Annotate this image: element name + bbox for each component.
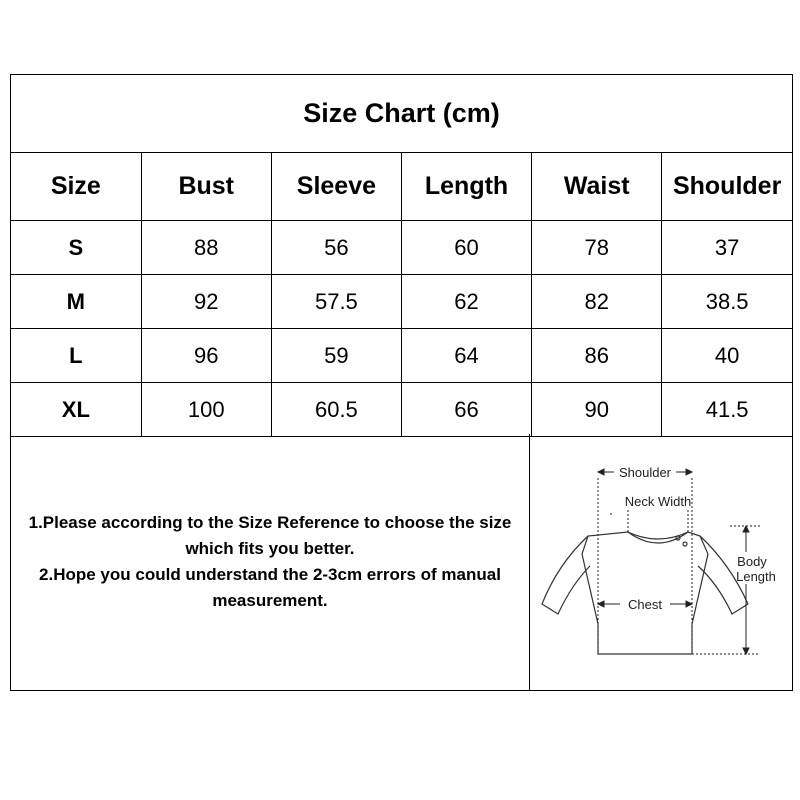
header-length: Length: [401, 152, 531, 221]
waist-cell: 82: [532, 275, 662, 329]
size-chart: [10, 74, 793, 691]
notes-panel: [11, 434, 530, 690]
length-cell: 60: [401, 221, 531, 275]
header-sleeve: Sleeve: [271, 152, 401, 221]
body-label: Body: [737, 554, 767, 569]
header-shoulder: Shoulder: [662, 152, 792, 221]
neck-width-label: Neck Width: [624, 494, 692, 509]
waist-cell: 90: [532, 383, 662, 437]
size-cell: S: [11, 221, 141, 275]
header-waist: Waist: [532, 152, 662, 221]
shoulder-cell: 37: [662, 221, 792, 275]
sleeve-cell: 60.5: [271, 383, 401, 437]
info-section: [11, 434, 792, 690]
waist-cell: 86: [532, 329, 662, 383]
bust-cell: 88: [141, 221, 271, 275]
table-header-row: [11, 152, 792, 221]
length-cell: 64: [401, 329, 531, 383]
table-row: [11, 275, 792, 329]
shoulder-label: Shoulder: [618, 465, 672, 480]
header-size: Size: [11, 152, 141, 221]
size-cell: XL: [11, 383, 141, 437]
chart-title: Size Chart (cm): [11, 75, 792, 153]
size-cell: M: [11, 275, 141, 329]
size-cell: L: [11, 329, 141, 383]
note-1: 1.Please according to the Size Reference to choose the size which fits you better.: [28, 513, 512, 558]
length-cell: 66: [401, 383, 531, 437]
bust-cell: 96: [141, 329, 271, 383]
bust-cell: 100: [141, 383, 271, 437]
waist-cell: 78: [532, 221, 662, 275]
table-row: [11, 383, 792, 437]
sleeve-cell: 56: [271, 221, 401, 275]
sleeve-cell: 57.5: [271, 275, 401, 329]
sweater-illustration: [530, 434, 792, 690]
shoulder-cell: 41.5: [662, 383, 792, 437]
note-2: 2.Hope you could understand the 2-3cm errors of manual measurement.: [39, 565, 501, 610]
table-row: [11, 221, 792, 275]
bust-cell: 92: [141, 275, 271, 329]
measurement-diagram: [530, 434, 792, 690]
size-table: [11, 152, 792, 437]
table-row: [11, 329, 792, 383]
chest-label: Chest: [628, 597, 662, 612]
header-bust: Bust: [141, 152, 271, 221]
shoulder-cell: 40: [662, 329, 792, 383]
length-label: Length: [736, 569, 776, 584]
length-cell: 62: [401, 275, 531, 329]
shoulder-cell: 38.5: [662, 275, 792, 329]
sleeve-cell: 59: [271, 329, 401, 383]
